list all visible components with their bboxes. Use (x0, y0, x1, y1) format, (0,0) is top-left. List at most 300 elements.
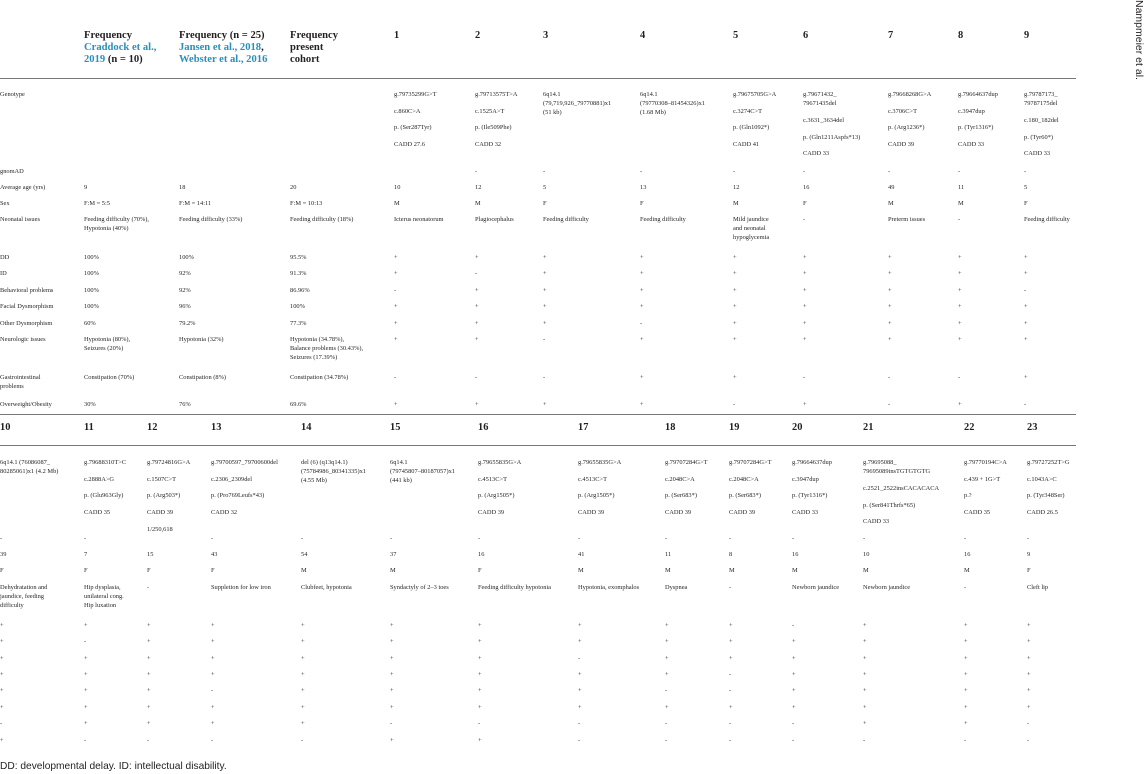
patient-obesity: + (803, 401, 807, 408)
row-label-facial: Facial Dysmorphism (0, 303, 54, 310)
patient-dd: + (863, 622, 867, 629)
freq-neuro (84, 335, 130, 353)
patient-neuro: + (863, 704, 867, 711)
patient-gnomad: - (792, 535, 795, 542)
patient-genotype (665, 458, 707, 517)
patient-neonatal-line: - (958, 216, 961, 223)
patient-neonatal (665, 583, 687, 592)
patient-genotype (394, 90, 436, 149)
header-line: present (290, 42, 324, 53)
patient-gnomad: - (733, 168, 736, 175)
patient-other: + (792, 687, 796, 694)
genotype-line: c.3947dup (792, 475, 819, 483)
genotype-line: 79787175del (1024, 100, 1058, 108)
patient-facial: + (863, 671, 867, 678)
patient-other: + (394, 320, 398, 327)
patient-gi: + (640, 374, 644, 381)
patient-neuro: + (390, 704, 394, 711)
genotype-line: CADD 39 (478, 509, 505, 517)
side-author-text: Nampmeier et al. (1133, 0, 1145, 80)
patient-neonatal (729, 583, 731, 592)
genotype-line: c.860C>A (394, 107, 421, 115)
patient-dd: - (792, 622, 795, 629)
patient-age: 39 (0, 551, 7, 558)
patient-gi: + (147, 720, 151, 727)
patient-sex: F (1024, 200, 1028, 207)
header-text: , (261, 42, 264, 53)
patient-neonatal (475, 215, 514, 224)
patient-neuro: + (475, 336, 479, 343)
patient-age: 9 (1027, 551, 1031, 558)
patient-neonatal-line: Feeding difficulty (543, 216, 589, 223)
patient-neonatal-line: Hypotonia, exomphalos (578, 584, 640, 591)
freq-dd: 95.5% (290, 254, 307, 261)
genotype-line: c.3947dup (958, 107, 985, 115)
patient-neonatal-line: hypoglycemia (733, 234, 770, 242)
genotype-line: c.4513C>T (578, 475, 607, 483)
genotype-line: 6q14.1 (543, 91, 561, 98)
patient-obesity: - (84, 737, 87, 744)
patient-age: 37 (390, 551, 397, 558)
patient-age: 12 (475, 184, 482, 191)
genotype-line: p. (Gln1211Aspfs*13) (803, 133, 861, 141)
freq-neuro-line: Seizures (20%) (84, 345, 124, 353)
patient-genotype (0, 458, 58, 476)
patient-gi: + (733, 374, 737, 381)
patient-id: + (301, 638, 305, 645)
genotype-line: c.3631_3634del (803, 116, 844, 124)
genotype-line: p. (Tyr60*) (1024, 133, 1054, 141)
genotype-line: c.4513C>T (478, 475, 507, 483)
genotype-line: c.439 + 1G>T (964, 475, 1001, 483)
freq-behav: 86.96% (290, 287, 310, 294)
patient-behav: + (729, 655, 733, 662)
genotype-line: g.79713575T>A (475, 91, 518, 98)
patient-gi: + (211, 720, 215, 727)
patient-dd: + (543, 254, 547, 261)
patient-neonatal-line: and neonatal (733, 225, 766, 233)
patient-id: + (578, 638, 582, 645)
genotype-line: CADD 39 (578, 509, 605, 517)
patient-facial: - (729, 671, 732, 678)
reference-link: Webster et al., 2016 (179, 54, 268, 65)
patient-dd: + (1024, 254, 1028, 261)
patient-id: + (394, 270, 398, 277)
patient-neonatal-line: Dyspnea (665, 584, 688, 591)
patient-gnomad: - (0, 535, 3, 542)
genotype-line: (75784986_80341335)x1 (301, 468, 366, 476)
genotype-line: CADD 33 (803, 150, 830, 158)
genotype-line: p. (Glu963Gly) (84, 492, 124, 500)
patient-neonatal (964, 583, 966, 592)
patient-genotype (390, 458, 455, 486)
genotype-line: c.2048C>A (729, 475, 759, 483)
patient-gi: + (1024, 374, 1028, 381)
patient-column-number: 11 (84, 422, 94, 433)
header-text: (n = 10) (105, 54, 143, 65)
side-author-credit (1132, 0, 1145, 90)
patient-obesity: + (0, 737, 4, 744)
patient-sex: M (863, 567, 869, 574)
patient-other: + (390, 687, 394, 694)
patient-gnomad: - (301, 535, 304, 542)
header-line (84, 54, 156, 66)
patient-facial: + (1027, 671, 1031, 678)
freq-facial: 100% (290, 303, 305, 310)
reference-link: 2019 (84, 54, 106, 65)
patient-gi: + (964, 720, 968, 727)
patient-dd: + (888, 254, 892, 261)
patient-neonatal (390, 583, 449, 592)
patient-id: + (543, 270, 547, 277)
genotype-line: c.2306_2309del (211, 475, 252, 483)
patient-id: + (888, 270, 892, 277)
genotype-line: CADD 35 (964, 509, 991, 517)
patient-facial: + (475, 303, 479, 310)
patient-neuro: + (478, 704, 482, 711)
patient-sex: M (475, 200, 481, 207)
patient-genotype (84, 458, 126, 517)
genotype-line: (79,719,926_79770881)x1 (543, 100, 612, 108)
patient-column-number: 22 (964, 422, 975, 433)
patient-facial: + (792, 671, 796, 678)
genotype-line: g.79655835G>A (478, 459, 522, 466)
genotype-line: CADD 33 (792, 509, 819, 517)
patient-gnomad: - (958, 168, 961, 175)
patient-column-number: 20 (792, 422, 803, 433)
patient-dd: + (665, 622, 669, 629)
patient-obesity: - (863, 737, 866, 744)
genotype-line: 80285061)x1 (4.2 Mb) (0, 468, 59, 476)
patient-neuro: + (84, 704, 88, 711)
patient-sex: F (0, 567, 4, 574)
patient-dd: + (964, 622, 968, 629)
freq-id: 100% (84, 270, 99, 277)
patient-neuro: + (1024, 336, 1028, 343)
genotype-line: p. (Arg1505*) (578, 492, 615, 500)
freq-dd: 100% (84, 254, 99, 261)
patient-neonatal-line: difficulty (0, 602, 24, 610)
patient-behav: + (863, 655, 867, 662)
patient-genotype (729, 458, 771, 517)
patient-column-number: 18 (665, 422, 676, 433)
patient-behav: + (147, 655, 151, 662)
patient-age: 8 (729, 551, 733, 558)
patient-age: 49 (888, 184, 895, 191)
row-label-text: Gastrointestinal problems (0, 374, 41, 391)
genotype-line: p. (Ile509Phe) (475, 124, 512, 132)
genotype-line: c.1525A>T (475, 107, 505, 115)
patient-neonatal (0, 583, 47, 611)
patient-other: + (147, 687, 151, 694)
patient-dd: + (578, 622, 582, 629)
patient-column-number: 8 (958, 30, 964, 41)
patient-neonatal-line: Preterm issues (888, 216, 926, 223)
patient-age: 5 (543, 184, 547, 191)
genotype-line: p. (Tyr1316*) (792, 492, 828, 500)
patient-column-number: 23 (1027, 422, 1038, 433)
patient-obesity: - (964, 737, 967, 744)
patient-other: + (964, 687, 968, 694)
genotype-line: CADD 33 (958, 141, 985, 149)
table-rule (0, 78, 1076, 79)
freq-neuro-line: Balance problems (30.43%), (290, 345, 364, 353)
patient-gnomad: - (640, 168, 643, 175)
patient-other: + (84, 687, 88, 694)
patient-other: + (803, 320, 807, 327)
patient-obesity: + (475, 401, 479, 408)
patient-dd: + (475, 254, 479, 261)
patient-genotype (1027, 458, 1069, 517)
patient-dd: + (84, 622, 88, 629)
patient-obesity: + (640, 401, 644, 408)
genotype-line: p. (Tyr348Ser) (1027, 492, 1065, 500)
patient-neuro: + (211, 704, 215, 711)
patient-genotype (1024, 90, 1059, 159)
patient-neonatal (640, 215, 686, 224)
patient-gi: - (665, 720, 668, 727)
patient-behav: + (390, 655, 394, 662)
genotype-line: CADD 32 (475, 141, 502, 149)
patient-behav: + (543, 287, 547, 294)
freq-obesity: 76% (179, 401, 191, 408)
patient-sex: F (478, 567, 482, 574)
patient-neuro: + (888, 336, 892, 343)
patient-other: + (478, 687, 482, 694)
patient-neuro: + (792, 704, 796, 711)
patient-age: 41 (578, 551, 585, 558)
patient-obesity: - (578, 737, 581, 744)
patient-gi: - (478, 720, 481, 727)
patient-dd: + (733, 254, 737, 261)
patient-genotype (475, 90, 517, 149)
patient-column-number: 12 (147, 422, 158, 433)
patient-other: + (301, 687, 305, 694)
patient-id: + (390, 638, 394, 645)
patient-neonatal-line: jaundice, feeding (0, 593, 45, 601)
patient-behav: + (640, 287, 644, 294)
patient-id: + (147, 638, 151, 645)
patient-sex: F (803, 200, 807, 207)
patient-neonatal-line: - (729, 584, 732, 591)
patient-neonatal (958, 215, 960, 224)
patient-gi: - (394, 374, 397, 381)
patient-neonatal (792, 583, 839, 592)
patient-obesity: - (792, 737, 795, 744)
genotype-line: p. (Ser683*) (665, 492, 697, 500)
patient-dd: + (729, 622, 733, 629)
patient-id: + (792, 638, 796, 645)
patient-gi: - (888, 374, 891, 381)
patient-neuro: + (394, 336, 398, 343)
patient-facial: + (1024, 303, 1028, 310)
genotype-line: p. (Gln1092*) (733, 124, 770, 132)
row-label-other: Other Dysmorphism (0, 320, 53, 327)
freq-neuro-line: Hypotonia (80%), (84, 336, 131, 343)
patient-facial: + (211, 671, 215, 678)
patient-age: 16 (964, 551, 971, 558)
patient-neonatal (803, 215, 805, 224)
freq-neonatal (290, 215, 353, 224)
patient-neuro: + (0, 704, 4, 711)
patient-neonatal-line: - (964, 584, 967, 591)
patient-sex: M (958, 200, 964, 207)
patient-id: + (640, 270, 644, 277)
patient-column-number: 4 (640, 30, 646, 41)
patient-column-number: 16 (478, 422, 489, 433)
genotype-line: g.79671432_ (803, 91, 837, 98)
patient-neonatal-line: Newborn jaundice (792, 584, 840, 591)
patient-behav: + (803, 287, 807, 294)
patient-age: 11 (665, 551, 672, 558)
patient-id: + (729, 638, 733, 645)
genotype-line: p. (Ser683*) (729, 492, 761, 500)
patient-gi: - (958, 374, 961, 381)
freq-obesity: 30% (84, 401, 96, 408)
row-label-sex: Sex (0, 200, 10, 207)
genotype-line: del (6) (q13q14.1) (301, 459, 348, 466)
patient-column-number: 13 (211, 422, 222, 433)
table-footnote: DD: developmental delay. ID: intellectual disability. (0, 761, 227, 772)
patient-other: + (958, 320, 962, 327)
genotype-line: c.1507C>T (147, 475, 176, 483)
genotype-line: g.79695088_ (863, 459, 897, 466)
patient-gi: - (475, 374, 478, 381)
patient-obesity: - (1024, 401, 1027, 408)
genotype-line: c.2048C>A (665, 475, 695, 483)
genotype-line: CADD 39 (888, 141, 915, 149)
genotype-line: CADD 39 (665, 509, 692, 517)
patient-age: 12 (733, 184, 740, 191)
patient-dd: + (640, 254, 644, 261)
patient-sex: M (665, 567, 671, 574)
genotype-line: 1/250,618 (147, 525, 173, 533)
patient-sex: F (543, 200, 547, 207)
patient-behav: + (888, 287, 892, 294)
patient-facial: + (84, 671, 88, 678)
patient-neonatal (543, 215, 589, 224)
patient-genotype (803, 90, 860, 159)
genotype-line: g.79700597_79700600del (211, 459, 278, 466)
patient-obesity: - (733, 401, 736, 408)
patient-id: + (665, 638, 669, 645)
freq-neuro-line: Seizures (17.39%) (290, 354, 338, 362)
row-label-neuro: Neurologic issues (0, 336, 46, 343)
freq-neuro-line: Hypotonia (34.78%), (290, 336, 345, 343)
patient-neuro: + (964, 704, 968, 711)
genotype-line: CADD 27.6 (394, 141, 425, 149)
patient-facial: + (958, 303, 962, 310)
patient-neonatal-line: Clubfeet, hypotonia (301, 584, 352, 591)
patient-age: 15 (147, 551, 154, 558)
patient-neonatal-line: Feeding difficulty (640, 216, 686, 223)
patient-age: 54 (301, 551, 308, 558)
patient-sex: M (888, 200, 894, 207)
patient-obesity: + (478, 737, 482, 744)
patient-id: + (1027, 638, 1031, 645)
genotype-line: CADD 33 (1024, 150, 1051, 158)
patient-column-number: 6 (803, 30, 809, 41)
patient-obesity: - (729, 737, 732, 744)
patient-genotype (888, 90, 931, 149)
patient-obesity: + (958, 401, 962, 408)
patient-gi: + (301, 720, 305, 727)
freq-gi: Constipation (70%) (84, 374, 135, 381)
patient-gnomad: - (1027, 535, 1030, 542)
genotype-line: CADD 39 (147, 509, 174, 517)
patient-id: + (733, 270, 737, 277)
patient-other: + (578, 687, 582, 694)
patient-age: 16 (478, 551, 485, 558)
patient-neonatal-line: Feeding difficulty (1024, 216, 1070, 223)
genotype-line: c.180_182del (1024, 116, 1059, 124)
freq-gi: Constipation (34.78%) (290, 374, 349, 381)
patient-obesity: + (390, 737, 394, 744)
patient-behav: + (211, 655, 215, 662)
patient-sex: F (1027, 567, 1031, 574)
freq-neonatal-line: Feeding difficulty (18%) (290, 216, 354, 223)
freq-neonatal-line: Feeding difficulty (33%) (179, 216, 243, 223)
patient-genotype (211, 458, 278, 517)
patient-neonatal-line: Mild jaundice (733, 216, 769, 223)
patient-neonatal-line: Hip luxation (84, 602, 117, 610)
patient-gi: - (1027, 720, 1030, 727)
patient-gnomad: - (478, 535, 481, 542)
patient-gi: - (792, 720, 795, 727)
genotype-line: 6q14.1 (640, 91, 658, 98)
patient-behav: - (394, 287, 397, 294)
patient-facial: + (888, 303, 892, 310)
patient-id: - (475, 270, 478, 277)
patient-obesity: + (394, 401, 398, 408)
genotype-line: (1.68 Mb) (640, 109, 666, 117)
freq-sex: F:M = 14:11 (179, 200, 212, 207)
patient-neuro: + (665, 704, 669, 711)
genotype-line: c.3274C>T (733, 107, 762, 115)
row-label-behav: Behavioral problems (0, 287, 54, 294)
genotype-line: 79695089insTGTGTGTG (863, 468, 931, 476)
patient-id: + (803, 270, 807, 277)
patient-other: + (1027, 687, 1031, 694)
patient-sex: F (84, 567, 88, 574)
patient-behav: + (733, 287, 737, 294)
patient-id: + (1024, 270, 1028, 277)
patient-dd: + (958, 254, 962, 261)
patient-obesity: - (1027, 737, 1030, 744)
genotype-line: c.3706C>T (888, 107, 917, 115)
freq-behav: 92% (179, 287, 191, 294)
genotype-line: g.79735299G>T (394, 91, 437, 98)
patient-genotype (301, 458, 366, 486)
patient-facial: + (0, 671, 4, 678)
freq-neuro-line: Hypotonia (32%) (179, 336, 224, 343)
patient-neonatal-line: Hip dysplasia, (84, 584, 121, 591)
patient-sex: F (147, 567, 151, 574)
genotype-line: CADD 33 (863, 518, 890, 526)
patient-behav: + (1027, 655, 1031, 662)
header-line: cohort (290, 54, 320, 65)
patient-column-number: 14 (301, 422, 312, 433)
patient-neuro: + (640, 336, 644, 343)
patient-dd: + (1027, 622, 1031, 629)
header-line: Frequency (n = 25) (179, 30, 265, 41)
patient-sex: M (394, 200, 400, 207)
freq-age: 9 (84, 184, 88, 191)
patient-dd: + (211, 622, 215, 629)
patient-id: + (958, 270, 962, 277)
freq-facial: 100% (84, 303, 99, 310)
patient-column-number: 2 (475, 30, 481, 41)
